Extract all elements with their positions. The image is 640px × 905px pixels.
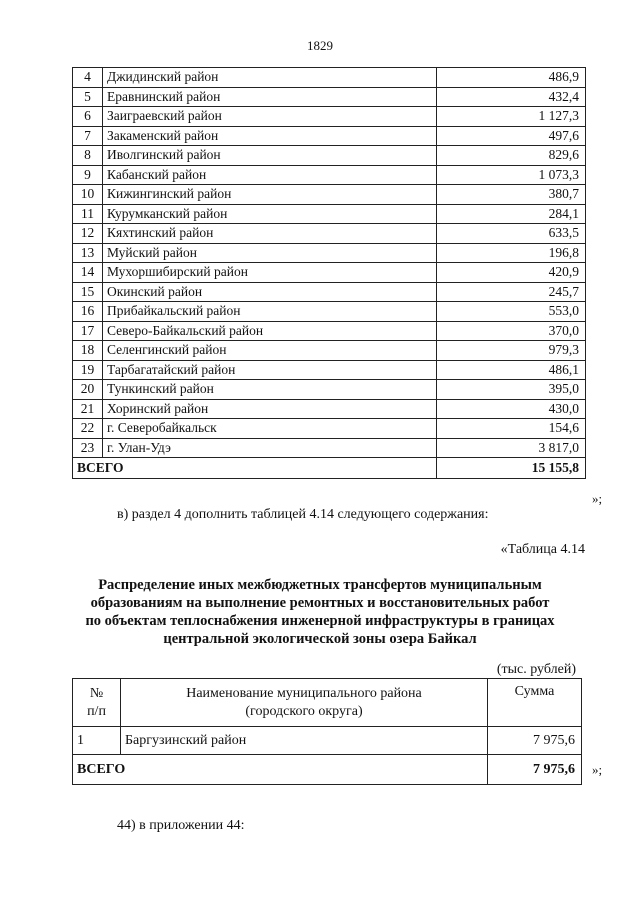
row-num: 15: [73, 282, 103, 302]
table-row: [73, 243, 586, 263]
table-row: [73, 146, 586, 166]
row-num: 5: [73, 87, 103, 107]
row-value: 486,1: [437, 360, 586, 380]
table-row: [73, 282, 586, 302]
table-header-row: [73, 679, 582, 727]
row-name: Мухоршибирский район: [103, 263, 437, 283]
row-num: 21: [73, 399, 103, 419]
row-num: 8: [73, 146, 103, 166]
row-name: Муйский район: [103, 243, 437, 263]
row-value: 829,6: [437, 146, 586, 166]
row-value: 420,9: [437, 263, 586, 283]
row-name: Закаменский район: [103, 126, 437, 146]
total-label: ВСЕГО: [73, 755, 488, 785]
row-value: 284,1: [437, 204, 586, 224]
table-row: [73, 380, 586, 400]
header-num: [73, 679, 121, 727]
table-row: [73, 321, 586, 341]
row-num: 9: [73, 165, 103, 185]
paragraph-b: в) раздел 4 дополнить таблицей 4.14 следующего содержания:: [117, 507, 489, 522]
row-value: 1 073,3: [437, 165, 586, 185]
row-name: Курумканский район: [103, 204, 437, 224]
districts-table: [72, 67, 586, 479]
page-number: 1829: [307, 38, 333, 53]
row-name: Прибайкальский район: [103, 302, 437, 322]
row-name: Заиграевский район: [103, 107, 437, 127]
table1-closing-quote: »;: [592, 491, 603, 506]
row-value: 3 817,0: [437, 438, 586, 458]
table-row: [73, 165, 586, 185]
heading-line: по объектам теплоснабжения инженерной инфраструктуры в границах: [85, 613, 555, 629]
table-row: [73, 126, 586, 146]
row-num: 6: [73, 107, 103, 127]
row-name: Кижингинский район: [103, 185, 437, 205]
table-caption: «Таблица 4.14: [500, 542, 585, 557]
paragraph-44: 44) в приложении 44:: [117, 818, 245, 833]
table-row: [73, 727, 582, 755]
row-value: 432,4: [437, 87, 586, 107]
table-total-row: [73, 458, 586, 479]
total-value: 7 975,6: [488, 755, 582, 785]
section-heading: [60, 576, 580, 648]
table-row: [73, 438, 586, 458]
row-value: 245,7: [437, 282, 586, 302]
table2-closing-quote: »;: [592, 762, 603, 777]
header-name-line1: Наименование муниципального района: [186, 685, 422, 701]
row-value: 370,0: [437, 321, 586, 341]
row-value: 430,0: [437, 399, 586, 419]
row-name: г. Улан-Удэ: [103, 438, 437, 458]
heading-line: центральной экологической зоны озера Байкал: [163, 631, 477, 647]
row-num: 19: [73, 360, 103, 380]
row-value: 380,7: [437, 185, 586, 205]
row-num: 11: [73, 204, 103, 224]
row-name: Джидинский район: [103, 68, 437, 88]
row-num: 4: [73, 68, 103, 88]
row-name: Кяхтинский район: [103, 224, 437, 244]
total-value: 15 155,8: [437, 458, 586, 479]
row-num: 18: [73, 341, 103, 361]
table-row: [73, 399, 586, 419]
row-name: Иволгинский район: [103, 146, 437, 166]
row-num: 14: [73, 263, 103, 283]
row-num: 7: [73, 126, 103, 146]
header-num-line1: №: [89, 685, 104, 701]
row-name: Кабанский район: [103, 165, 437, 185]
row-name: Селенгинский район: [103, 341, 437, 361]
row-value: 154,6: [437, 419, 586, 439]
heading-line: Распределение иных межбюджетных трансфертов муниципальным: [98, 577, 542, 593]
row-value: 196,8: [437, 243, 586, 263]
row-value: 633,5: [437, 224, 586, 244]
row-num: 13: [73, 243, 103, 263]
row-num: 23: [73, 438, 103, 458]
row-name: Окинский район: [103, 282, 437, 302]
row-num: 12: [73, 224, 103, 244]
table-row: [73, 68, 586, 88]
row-num: 16: [73, 302, 103, 322]
table-total-row: [73, 755, 582, 785]
row-value: 7 975,6: [488, 727, 582, 755]
row-value: 486,9: [437, 68, 586, 88]
heading-line: образованиям на выполнение ремонтных и восстановительных работ: [90, 595, 550, 611]
row-num: 10: [73, 185, 103, 205]
row-value: 553,0: [437, 302, 586, 322]
units-note: (тыс. рублей): [496, 662, 576, 677]
row-num: 22: [73, 419, 103, 439]
transfers-table: [72, 678, 582, 785]
header-name-line2: (городского округа): [245, 703, 363, 719]
row-name: г. Северобайкальск: [103, 419, 437, 439]
table-row: [73, 107, 586, 127]
row-num: 1: [73, 727, 121, 755]
row-name: Северо-Байкальский район: [103, 321, 437, 341]
table-row: [73, 224, 586, 244]
table-row: [73, 302, 586, 322]
row-name: Тункинский район: [103, 380, 437, 400]
table-row: [73, 419, 586, 439]
row-name: Баргузинский район: [121, 727, 488, 755]
row-value: 979,3: [437, 341, 586, 361]
header-name: [121, 679, 488, 727]
row-num: 17: [73, 321, 103, 341]
table-row: [73, 360, 586, 380]
table-row: [73, 87, 586, 107]
table-row: [73, 341, 586, 361]
row-num: 20: [73, 380, 103, 400]
row-name: Тарбагатайский район: [103, 360, 437, 380]
header-num-line2: п/п: [87, 703, 106, 719]
row-value: 497,6: [437, 126, 586, 146]
row-value: 1 127,3: [437, 107, 586, 127]
row-value: 395,0: [437, 380, 586, 400]
row-name: Хоринский район: [103, 399, 437, 419]
row-name: Еравнинский район: [103, 87, 437, 107]
total-label: ВСЕГО: [73, 458, 437, 479]
table-row: [73, 185, 586, 205]
table-row: [73, 204, 586, 224]
table-row: [73, 263, 586, 283]
header-sum: Сумма: [488, 679, 582, 727]
